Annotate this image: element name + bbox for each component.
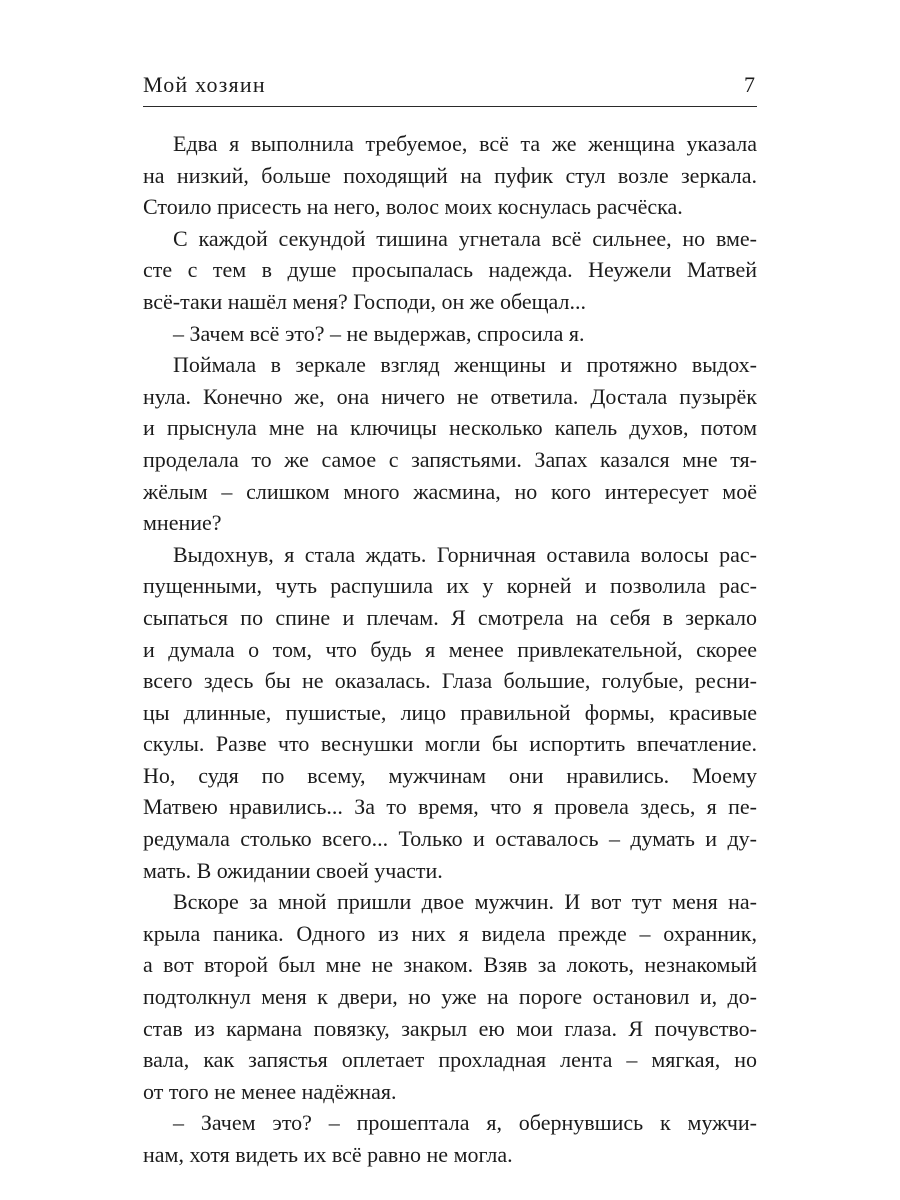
text-line: нула. Конечно же, она ничего не ответила. Достала пузырёк	[143, 383, 757, 409]
text-line: сте с тем в душе просыпалась надежда. Неужели Матвей	[143, 257, 757, 283]
text-line: С каждой секундой тишина угнетала всё сильнее, но вме-	[173, 225, 757, 251]
text-line: крыла паника. Одного из них я видела прежде – охранник,	[143, 920, 757, 946]
text-line: от того не менее надёжная.	[143, 1078, 397, 1104]
text-line: жёлым – слишком много жасмина, но кого интересует моё	[143, 478, 757, 504]
page-number: 7	[744, 72, 755, 97]
text-line: вала, как запястья оплетает прохладная лента – мягкая, но	[143, 1047, 757, 1073]
text-line: цы длинные, пушистые, лицо правильной формы, красивые	[143, 699, 757, 725]
text-line: и прыснула мне на ключицы несколько капель духов, потом	[143, 415, 757, 441]
text-line: – Зачем всё это? – не выдержав, спросила я.	[173, 320, 585, 346]
page-header	[143, 66, 757, 107]
text-line: и думала о том, что будь я менее привлекательной, скорее	[143, 636, 757, 662]
text-line: Поймала в зеркале взгляд женщины и протяжно выдох-	[173, 352, 757, 378]
text-line: Выдохнув, я стала ждать. Горничная оставила волосы рас-	[173, 541, 757, 567]
text-line: мать. В ожидании своей участи.	[143, 857, 443, 883]
text-line: пущенными, чуть распушила их у корней и позволила рас-	[143, 573, 757, 599]
text-line: скулы. Разве что веснушки могли бы испортить впечатление.	[143, 731, 757, 757]
text-line: Стоило присесть на него, волос моих коснулась расчёска.	[143, 194, 683, 220]
text-line: всё-таки нашёл меня? Господи, он же обещал...	[143, 288, 586, 314]
text-line: редумала столько всего... Только и оставалось – думать и ду-	[143, 826, 757, 852]
text-line: а вот второй был мне не знаком. Взяв за локоть, незнакомый	[143, 952, 757, 978]
text-line: Но, судя по всему, мужчинам они нравились. Моему	[143, 762, 757, 788]
text-line: Едва я выполнила требуемое, всё та же женщина указала	[173, 131, 757, 156]
text-line: Вскоре за мной пришли двое мужчин. И вот тут меня на-	[173, 889, 757, 915]
text-line: всего здесь бы не оказалась. Глаза большие, голубые, ресни-	[143, 668, 757, 694]
text-line: став из кармана повязку, закрыл ею мои глаза. Я почувство-	[143, 1015, 757, 1041]
text-line: сыпаться по спине и плечам. Я смотрела на себя в зеркало	[143, 604, 757, 630]
text-line: – Зачем это? – прошептала я, обернувшись к мужчи-	[173, 1110, 757, 1136]
text-line: мнение?	[143, 510, 222, 536]
text-line: на низкий, больше походящий на пуфик стул возле зеркала.	[143, 162, 757, 188]
text-line: нам, хотя видеть их всё равно не могла.	[143, 1142, 513, 1167]
running-title: Мой хозяин	[143, 72, 266, 97]
text-line: проделала то же самое с запястьями. Запах казался мне тя-	[143, 446, 757, 472]
text-line: подтолкнул меня к двери, но уже на пороге остановил и, до-	[143, 984, 757, 1010]
text-line: Матвею нравились... За то время, что я провела здесь, я пе-	[143, 794, 757, 820]
text-body	[143, 128, 757, 1171]
